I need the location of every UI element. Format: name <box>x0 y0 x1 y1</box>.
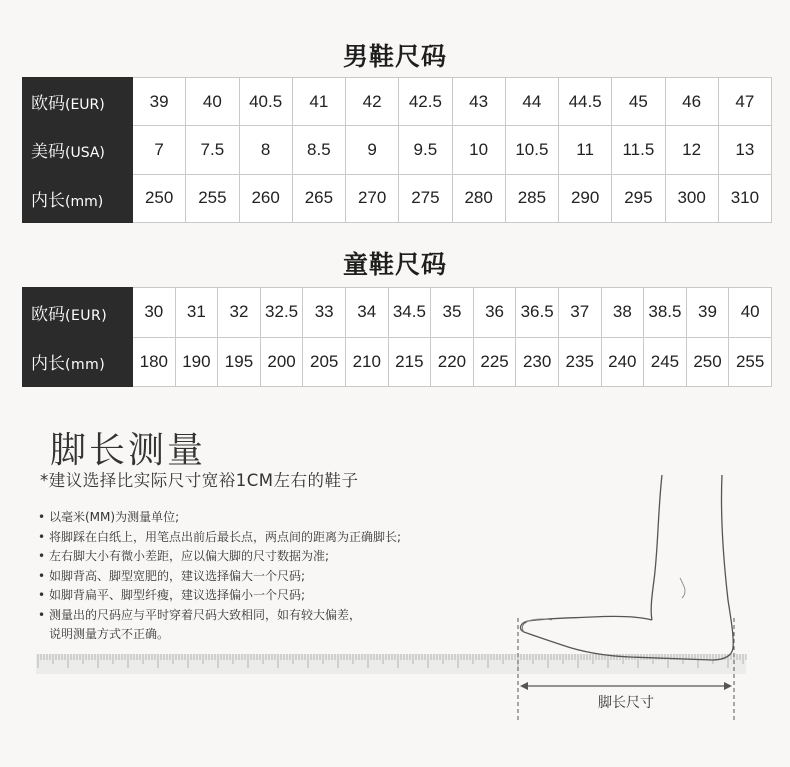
size-cell: 46 <box>665 78 718 126</box>
size-cell: 200 <box>260 337 303 387</box>
size-cell: 44 <box>505 78 558 126</box>
note-item <box>38 508 401 528</box>
foot-length-label: 脚长尺寸 <box>598 695 654 711</box>
size-cell: 41 <box>292 78 345 126</box>
size-cell: 13 <box>718 126 771 174</box>
size-cell: 32.5 <box>260 288 303 338</box>
size-cell: 8.5 <box>292 126 345 174</box>
row-header-label: 欧码 <box>31 304 65 325</box>
note-item <box>38 586 401 606</box>
size-cell: 270 <box>346 174 399 222</box>
size-cell: 280 <box>452 174 505 222</box>
bullet-icon: • <box>38 568 46 583</box>
table-row <box>23 126 772 174</box>
note-text: 将脚踩在白纸上，用笔点出前后最长点，两点间的距离为正确脚长; <box>49 529 402 544</box>
row-header <box>23 78 133 126</box>
note-item <box>38 567 401 587</box>
note-text: 左右脚大小有微小差距，应以偏大脚的尺寸数据为准; <box>49 549 330 563</box>
size-cell: 235 <box>558 337 601 387</box>
size-cell: 36 <box>473 288 516 338</box>
row-header-label: 内长 <box>31 190 65 211</box>
kids-size-title: 童鞋尺码 <box>342 250 447 279</box>
size-cell: 250 <box>686 337 729 387</box>
size-cell: 295 <box>612 174 665 222</box>
size-cell: 40 <box>186 78 239 126</box>
size-cell: 33 <box>303 288 346 338</box>
size-cell: 38.5 <box>644 288 687 338</box>
note-item-continuation: 说明测量方式不正确。 <box>49 627 170 641</box>
size-cell: 220 <box>431 337 474 387</box>
size-cell: 39 <box>686 288 729 338</box>
size-cell: 265 <box>292 174 345 222</box>
size-cell: 11.5 <box>612 126 665 174</box>
size-cell: 30 <box>133 288 176 338</box>
size-cell: 40.5 <box>239 78 292 126</box>
measure-notes <box>38 508 401 645</box>
row-header <box>23 174 133 222</box>
kids-size-table <box>22 287 772 387</box>
size-cell: 195 <box>218 337 261 387</box>
table-row <box>23 174 772 222</box>
size-cell: 190 <box>175 337 218 387</box>
bullet-icon: • <box>38 529 46 544</box>
note-item <box>38 606 401 626</box>
table-row <box>23 337 772 387</box>
table-row <box>23 288 772 338</box>
size-cell: 10.5 <box>505 126 558 174</box>
size-cell: 205 <box>303 337 346 387</box>
size-cell: 290 <box>559 174 612 222</box>
size-cell: 285 <box>505 174 558 222</box>
note-text: 如脚背高、脚型宽肥的，建议选择偏大一个尺码; <box>49 568 306 583</box>
row-header-unit: (USA) <box>65 145 105 162</box>
row-header-label: 欧码 <box>31 94 65 115</box>
size-cell: 31 <box>175 288 218 338</box>
row-header-unit: (mm) <box>65 193 104 210</box>
bullet-icon: • <box>38 510 46 524</box>
size-cell: 230 <box>516 337 559 387</box>
size-cell: 275 <box>399 174 452 222</box>
bullet-icon: • <box>38 588 46 602</box>
size-cell: 255 <box>729 337 772 387</box>
note-text: 以毫米(MM)为测量单位; <box>49 510 180 524</box>
size-cell: 42 <box>346 78 399 126</box>
bullet-icon: • <box>38 607 46 622</box>
table-row <box>23 78 772 126</box>
size-cell: 9.5 <box>399 126 452 174</box>
size-cell: 7.5 <box>186 126 239 174</box>
size-cell: 47 <box>718 78 771 126</box>
men-size-title: 男鞋尺码 <box>342 42 447 71</box>
size-cell: 10 <box>452 126 505 174</box>
size-cell: 36.5 <box>516 288 559 338</box>
row-header-unit: (EUR) <box>65 97 105 114</box>
size-cell: 180 <box>133 337 176 387</box>
measure-title: 脚长测量 <box>50 430 207 471</box>
size-cell: 37 <box>558 288 601 338</box>
size-cell: 240 <box>601 337 644 387</box>
row-header <box>23 126 133 174</box>
row-header-label: 内长 <box>31 354 65 375</box>
size-cell: 42.5 <box>399 78 452 126</box>
size-cell: 9 <box>346 126 399 174</box>
size-cell: 310 <box>718 174 771 222</box>
size-cell: 210 <box>345 337 388 387</box>
size-cell: 8 <box>239 126 292 174</box>
foot-illustration <box>512 470 752 720</box>
size-cell: 255 <box>186 174 239 222</box>
size-cell: 7 <box>133 126 186 174</box>
size-cell: 12 <box>665 126 718 174</box>
size-cell: 40 <box>729 288 772 338</box>
size-cell: 215 <box>388 337 431 387</box>
row-header-unit: (mm) <box>65 357 106 374</box>
size-cell: 44.5 <box>559 78 612 126</box>
size-cell: 35 <box>431 288 474 338</box>
men-size-table <box>22 77 772 223</box>
size-cell: 34.5 <box>388 288 431 338</box>
size-cell: 38 <box>601 288 644 338</box>
size-cell: 260 <box>239 174 292 222</box>
row-header <box>23 337 133 387</box>
note-text: 如脚背扁平、脚型纤瘦，建议选择偏小一个尺码; <box>49 588 306 602</box>
size-cell: 11 <box>559 126 612 174</box>
size-cell: 300 <box>665 174 718 222</box>
size-cell: 225 <box>473 337 516 387</box>
size-cell: 34 <box>345 288 388 338</box>
row-header-unit: (EUR) <box>65 307 108 324</box>
size-cell: 43 <box>452 78 505 126</box>
measure-subtitle: *建议选择比实际尺寸宽裕1CM左右的鞋子 <box>40 471 359 490</box>
size-cell: 32 <box>218 288 261 338</box>
bullet-icon: • <box>38 549 46 563</box>
size-cell: 250 <box>133 174 186 222</box>
size-cell: 39 <box>133 78 186 126</box>
note-item <box>38 547 401 567</box>
size-cell: 45 <box>612 78 665 126</box>
size-cell: 245 <box>644 337 687 387</box>
note-item <box>38 528 401 548</box>
note-text: 测量出的尺码应与平时穿着尺码大致相同，如有较大偏差， <box>49 607 362 622</box>
row-header-label: 美码 <box>31 142 65 163</box>
row-header <box>23 288 133 338</box>
